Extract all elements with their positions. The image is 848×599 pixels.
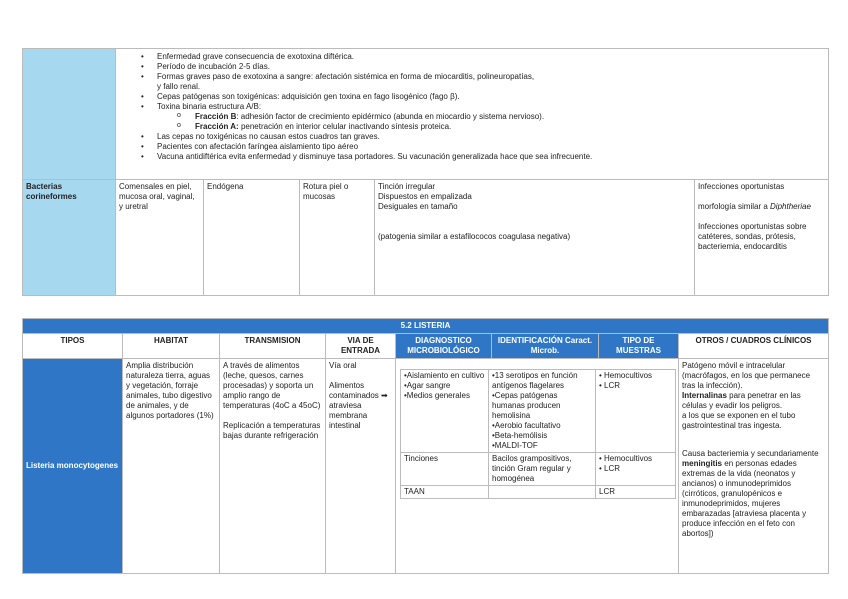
otros-span: para penetrar en las células y evadir los peligros. (682, 391, 801, 410)
section-banner: 5.2 LISTERIA (23, 319, 829, 334)
list-item: • Pacientes con afectación faríngea aislamiento tipo aéreo (157, 142, 825, 152)
ident-cell (489, 370, 596, 453)
description-row (23, 49, 829, 180)
type-cell: Bacterias corineformes (23, 180, 116, 296)
sample-line: • LCR (599, 464, 621, 473)
header-via: VIA DE ENTRADA (326, 334, 396, 359)
transmission-text: A través de alimentos (leche, quesos, carnes procesadas) y soporta un amplio rango de temperaturas (4oC a 45oC) (223, 361, 321, 410)
ident-cell: Bacilos grampositivos, tinción Gram regular y homogénea (489, 453, 596, 486)
diagnosis-line: Dispuestos en empalizada (378, 192, 472, 201)
listeria-table (22, 318, 829, 574)
header-row (23, 334, 829, 359)
list-item: • Toxina binaria estructura A/B: (157, 102, 825, 112)
header-muestras: TIPO DE MUESTRAS (599, 334, 679, 359)
method-line: •Medios generales (404, 391, 470, 400)
ident-line: •Beta-hemólisis (492, 431, 548, 440)
diagnosis-block (396, 359, 679, 574)
otros-text: Patógeno móvil e intracelular (macrófagos, en los que permanece tras la infección). (682, 361, 811, 390)
diagnosis-line: Desiguales en tamaño (378, 202, 458, 211)
ident-line: •13 serotipos en función antígenos flagelares (492, 371, 578, 390)
origin-cell: Endógena (204, 180, 300, 296)
table-row (401, 453, 676, 486)
ident-line: •Cepas patógenas humanas producen hemolisina (492, 391, 561, 420)
list-item (195, 122, 825, 132)
list-item: • Las cepas no toxigénicas no causan estos cuadros tan graves. (157, 132, 825, 142)
via-text: Vía oral (329, 361, 357, 370)
list-item (195, 112, 825, 122)
list-item: • Enfermedad grave consecuencia de exotoxina diftérica. (157, 52, 825, 62)
ident-line: •Aerobio facultativo (492, 421, 561, 430)
description-list (119, 52, 825, 112)
list-item: • Vacuna antidiftérica evita enfermedad y disminuye tasa portadores. Su vacunación generalizada hace que sea infrecuente. (157, 152, 825, 162)
list-item: • Formas graves paso de exotoxina a sangre: afectación sistémica en forma de miocarditis, polineuropatías, y fallo renal. (157, 72, 537, 92)
header-transmision: TRANSMISION (220, 334, 326, 359)
otros-cell (679, 359, 829, 574)
others-line: Infecciones oportunistas sobre catéteres, sondas, prótesis, bacteriemia, endocarditis (698, 222, 807, 251)
method-cell: TAAN (401, 486, 489, 499)
fraction-list (119, 112, 825, 132)
sample-line: • Hemocultivos (599, 454, 653, 463)
diagnosis-note: (patogenia similar a estafilococos coagulasa negativa) (378, 232, 571, 241)
habitat-cell: Amplia distribución naturaleza tierra, aguas y vegetación, forraje animales, tubo digestivo de animales, y de algunos portadores (1%) (123, 359, 220, 574)
method-cell: Tinciones (401, 453, 489, 486)
diagnosis-subtable (400, 369, 676, 499)
header-identificacion: IDENTIFICACIÓN Caract. Microb. (492, 334, 599, 359)
otros-span: Causa bacteriemia y secundariamente (682, 449, 819, 458)
otros-text: a los que se exponen en el tubo gastrointestinal tras ingesta. (682, 411, 796, 430)
others-line (698, 202, 825, 212)
table-row (401, 370, 676, 453)
table-row (401, 486, 676, 499)
transmission-text: Replicación a temperaturas bajas durante refrigeración (223, 421, 321, 440)
others-cell (695, 180, 829, 296)
method-cell (401, 370, 489, 453)
list-item: • Período de incubación 2-5 días. (157, 62, 825, 72)
others-line: Infecciones oportunistas (698, 182, 785, 191)
fraction-b-text: : adhesión factor de crecimiento epidérmico (abunda en miocardio y sistema nervioso). (236, 112, 545, 121)
ident-line: •MALDI-TOF (492, 441, 538, 450)
description-cell (116, 49, 829, 180)
method-line: •Agar sangre (404, 381, 451, 390)
transmission-cell: Rotura piel o mucosas (300, 180, 375, 296)
sample-cell: LCR (596, 486, 676, 499)
header-otros: OTROS / CUADROS CLÍNICOS (679, 334, 829, 359)
list-item: • Cepas patógenas son toxigénicas: adquisición gen toxina en fago lisogénico (fago β). (157, 92, 825, 102)
header-habitat: HABITAT (123, 334, 220, 359)
diagnosis-line: Tinción irregular (378, 182, 436, 191)
sample-line: • Hemocultivos (599, 371, 653, 380)
otros-text (682, 449, 825, 539)
header-diagnostico: DIAGNOSTICO MICROBIOLÓGICO (396, 334, 492, 359)
sample-cell (596, 370, 676, 453)
sample-line: • LCR (599, 381, 621, 390)
others-text: morfología similar a (698, 202, 771, 211)
transmission-cell (220, 359, 326, 574)
table-row (23, 180, 829, 296)
fraction-a-label: Fracción A: (195, 122, 239, 131)
diagnosis-cell (375, 180, 695, 296)
fraction-b-label: Fracción B (195, 112, 237, 121)
otros-span: en personas edades extremas de la vida (neonatos y ancianos) o inmunodeprimidos (cirróticos, granulopénicos e inmunodeprimidos, mujeres embarazadas [atraviesa placenta y produce infección en el feto con abortos]) (682, 459, 807, 538)
description-list-2 (119, 132, 825, 162)
fraction-a-text: penetración en interior celular inactivando síntesis proteica. (238, 122, 452, 131)
sample-cell (596, 453, 676, 486)
species-name: Diphtheriae (770, 202, 811, 211)
table-row (23, 359, 829, 574)
otros-bold: meningitis (682, 459, 723, 468)
method-line: •Aislamiento en cultivo (404, 371, 485, 380)
otros-bold: Internalinas (682, 391, 727, 400)
otros-text (682, 391, 825, 411)
corineformes-table (22, 48, 829, 296)
ident-cell (489, 486, 596, 499)
blue-marker-cell (23, 49, 116, 180)
header-tipos: TIPOS (23, 334, 123, 359)
via-text: Alimentos contaminados ➡ atraviesa membrana intestinal (329, 381, 388, 430)
type-cell: Listeria monocytogenes (23, 359, 123, 574)
habitat-cell: Comensales en piel, mucosa oral, vaginal, y uretral (116, 180, 204, 296)
via-cell (326, 359, 396, 574)
